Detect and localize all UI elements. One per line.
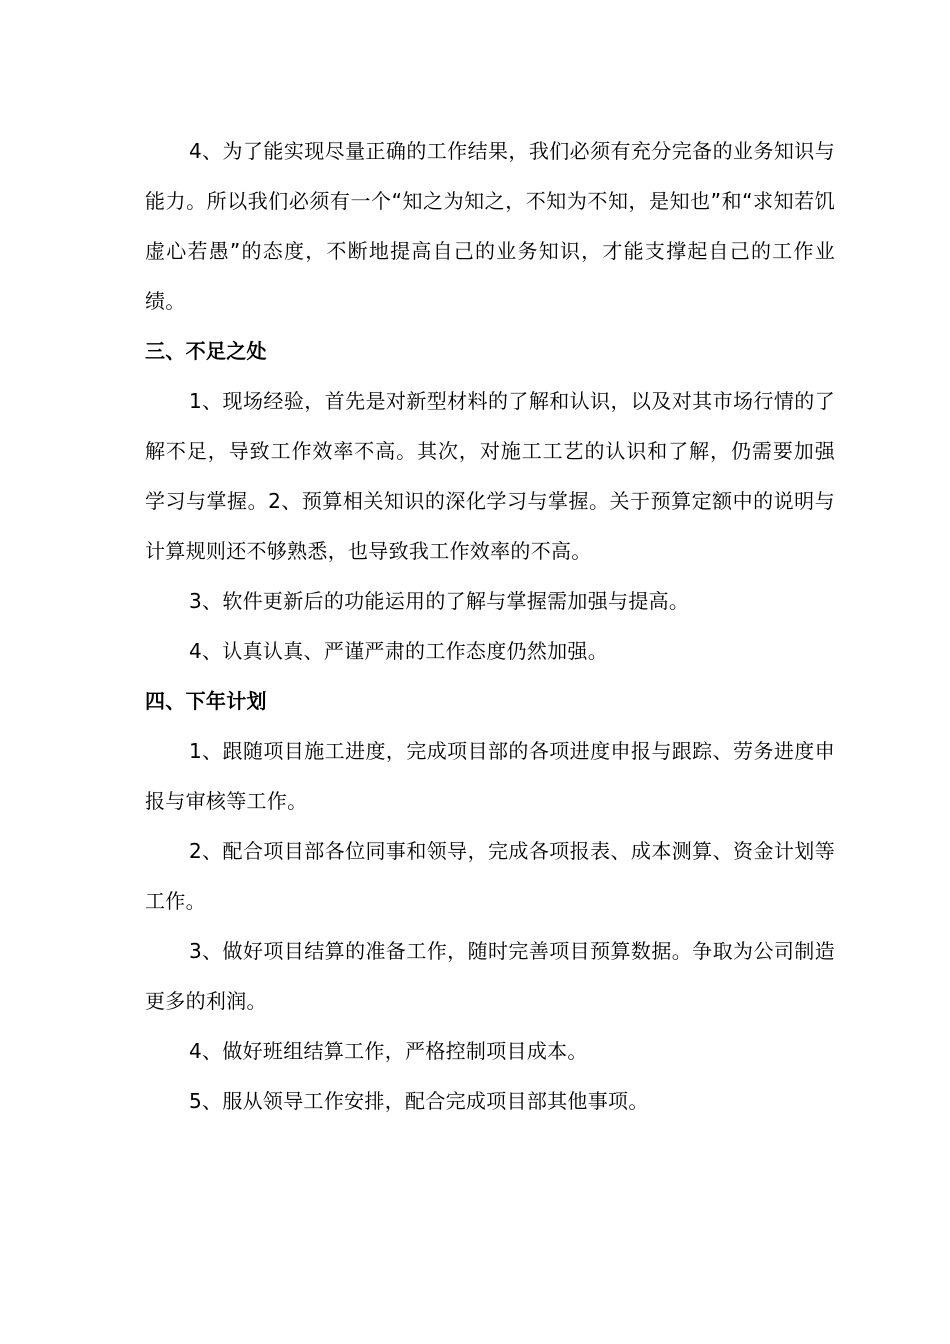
paragraph-shortcoming-1: 1、现场经验，首先是对新型材料的了解和认识，以及对其市场行情的了解不足，导致工作效率不高。其次，对施工工艺的认识和了解，仍需要加强学习与掌握。2、预算相关知识的深化学习与掌握。关于预算定额中的说明与计算规则还不够熟悉，也导致我工作效率的不高。 bbox=[145, 389, 835, 563]
paragraph-plan-5: 5、服从领导工作安排，配合完成项目部其他事项。 bbox=[189, 1089, 649, 1113]
paragraph-plan-3: 3、做好项目结算的准备工作，随时完善项目预算数据。争取为公司制造更多的利润。 bbox=[145, 939, 835, 1013]
section-heading-next-year-plan: 四、下年计划 bbox=[145, 689, 267, 713]
paragraph-shortcoming-4: 4、认真认真、严谨严肃的工作态度仍然加强。 bbox=[189, 639, 609, 663]
paragraph-plan-4: 4、做好班组结算工作，严格控制项目成本。 bbox=[189, 1039, 588, 1063]
paragraph-knowledge: 4、为了能实现尽量正确的工作结果，我们必须有充分完备的业务知识与能力。所以我们必须有一个“知之为知之，不知为不知，是知也”和“求知若饥 虚心若愚”的态度，不断地提高自己的业务知识，才能支撑起自己的工作业绩。 bbox=[145, 139, 835, 313]
paragraph-shortcoming-3: 3、软件更新后的功能运用的了解与掌握需加强与提高。 bbox=[189, 589, 690, 613]
paragraph-plan-1: 1、跟随项目施工进度，完成项目部的各项进度申报与跟踪、劳务进度申报与审核等工作。 bbox=[145, 739, 835, 813]
section-heading-shortcomings: 三、不足之处 bbox=[145, 339, 267, 363]
document-body bbox=[145, 126, 835, 1126]
paragraph-plan-2: 2、配合项目部各位同事和领导，完成各项报表、成本测算、资金计划等工作。 bbox=[145, 839, 835, 913]
